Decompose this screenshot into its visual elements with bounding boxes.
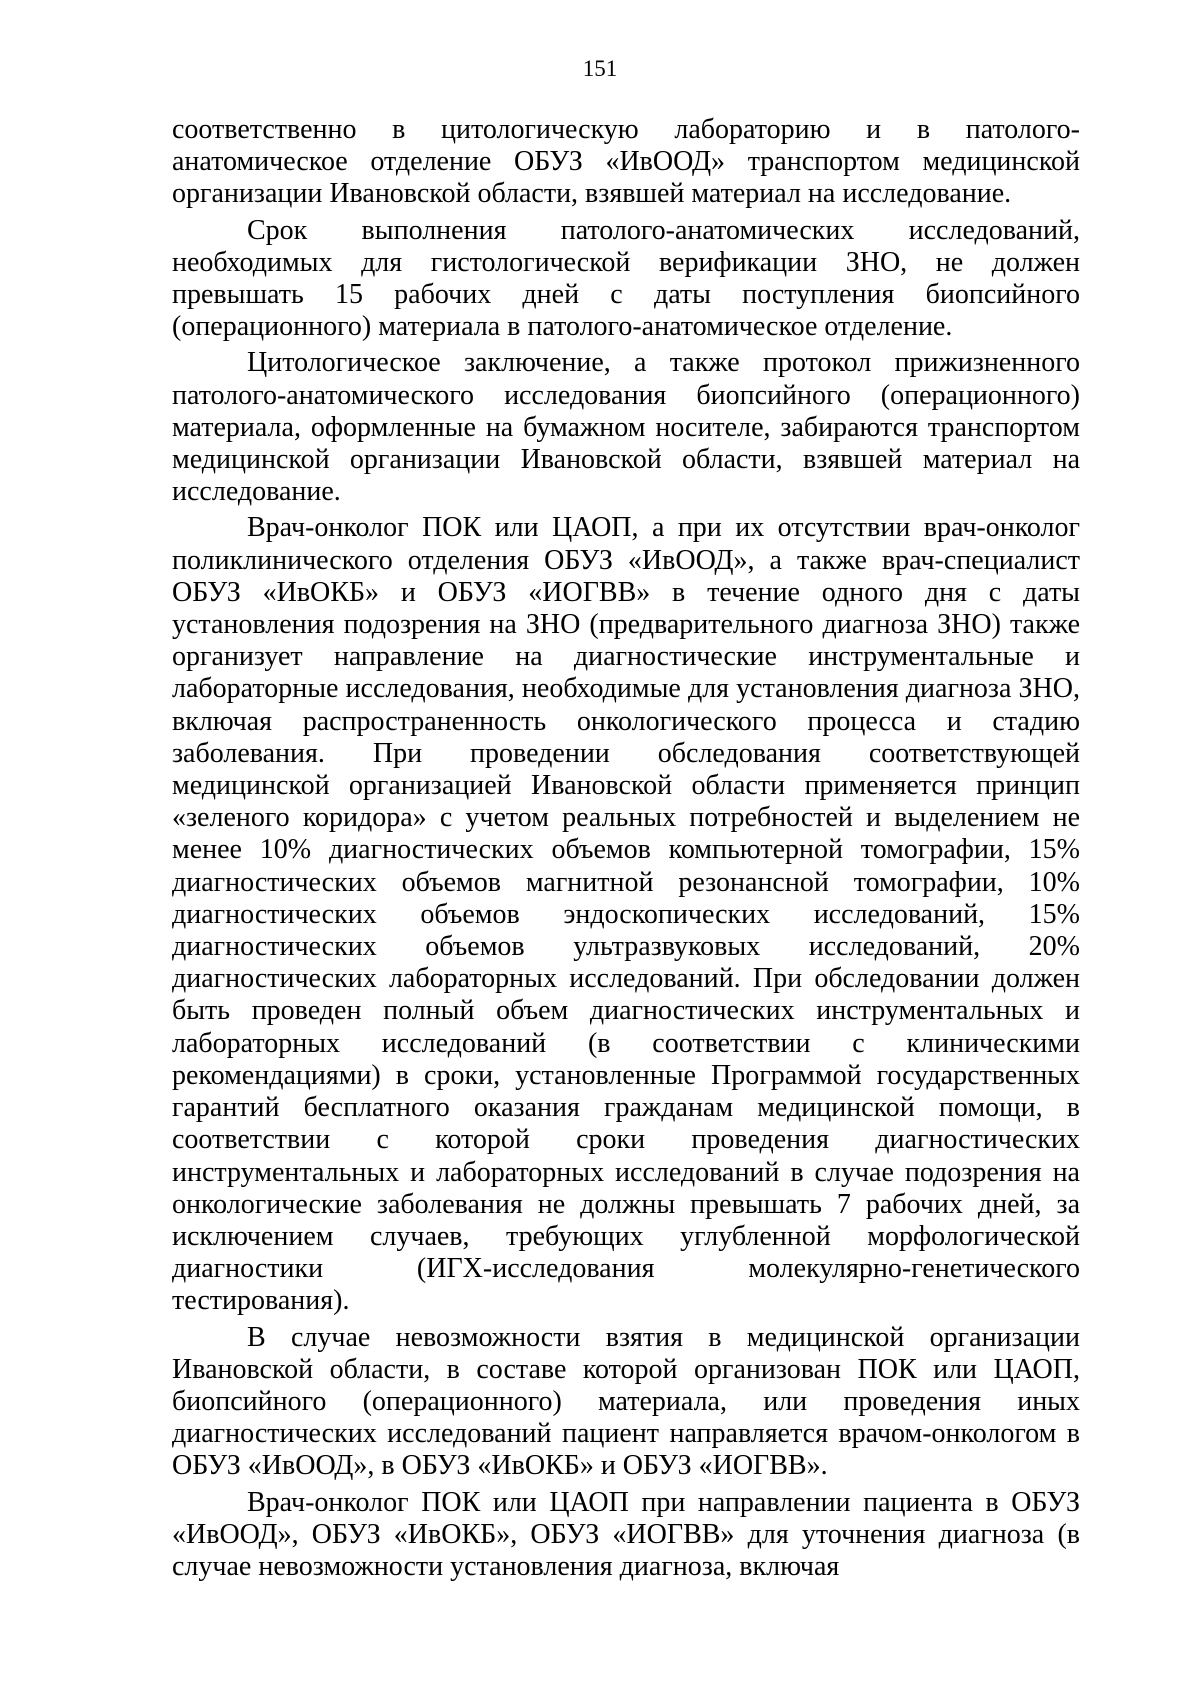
paragraph-continuation: соответственно в цитологическую лабораторию и в патолого-анатомическое отделение ОБУЗ «ИвООД» транспортом медицинской организации Ивановской области, взявшей материал на исследование.	[172, 114, 1080, 210]
paragraph-research-deadline: Срок выполнения патолого-анатомических исследований, необходимых для гистологической верификации ЗНО, не должен превышать 15 рабочих дней с даты поступления биопсийного (операционного) материала в патолого-анатомическое отделение.	[172, 214, 1080, 343]
paragraph-diagnosis-clarification: Врач-онколог ПОК или ЦАОП при направлении пациента в ОБУЗ «ИвООД», ОБУЗ «ИвОКБ», ОБУЗ «ИОГВВ» для уточнения диагноза (в случае невозможности установления диагноза, включая	[172, 1486, 1080, 1582]
paragraph-oncologist-referral: Врач-онколог ПОК или ЦАОП, а при их отсутствии врач-онколог поликлинического отделения ОБУЗ «ИвООД», а также врач-специалист ОБУЗ «ИвОКБ» и ОБУЗ «ИОГВВ» в течение одного дня с даты установления подозрения на ЗНО (предварительного диагноза ЗНО) также организует направление на диагностические инструментальные и лабораторные исследования, необходимые для установления диагноза ЗНО, включая распространенность онкологического процесса и стадию заболевания. При проведении обследования соответствующей медицинской организацией Ивановской области применяется принцип «зеленого коридора» с учетом реальных потребностей и выделением не менее 10% диагностических объемов компьютерной томографии, 15% диагностических объемов магнитной резонансной томографии, 10% диагностических объемов эндоскопических исследований, 15% диагностических объемов ультразвуковых исследований, 20% диагностических лабораторных исследований. При обследовании должен быть проведен полный объем диагностических инструментальных и лабораторных исследований (в соответствии с клиническими рекомендациями) в сроки, установленные Программой государственных гарантий бесплатного оказания гражданам медицинской помощи, в соответствии с которой сроки проведения диагностических инструментальных и лабораторных исследований в случае подозрения на онкологические заболевания не должны превышать 7 рабочих дней, за исключением случаев, требующих углубленной морфологической диагностики (ИГХ-исследования молекулярно-генетического тестирования).	[172, 512, 1080, 1317]
paragraph-cytology-conclusion: Цитологическое заключение, а также протокол прижизненного патолого-анатомического исследования биопсийного (операционного) материала, оформленные на бумажном носителе, забираются транспортом медицинской организации Ивановской области, взявшей материал на исследование.	[172, 347, 1080, 508]
paragraph-biopsy-impossible: В случае невозможности взятия в медицинской организации Ивановской области, в составе которой организован ПОК или ЦАОП, биопсийного (операционного) материала, или проведения иных диагностических исследований пациент направляется врачом-онкологом в ОБУЗ «ИвООД», в ОБУЗ «ИвОКБ» и ОБУЗ «ИОГВВ».	[172, 1321, 1080, 1482]
page-number: 151	[582, 56, 618, 81]
document-body	[172, 114, 1080, 1583]
